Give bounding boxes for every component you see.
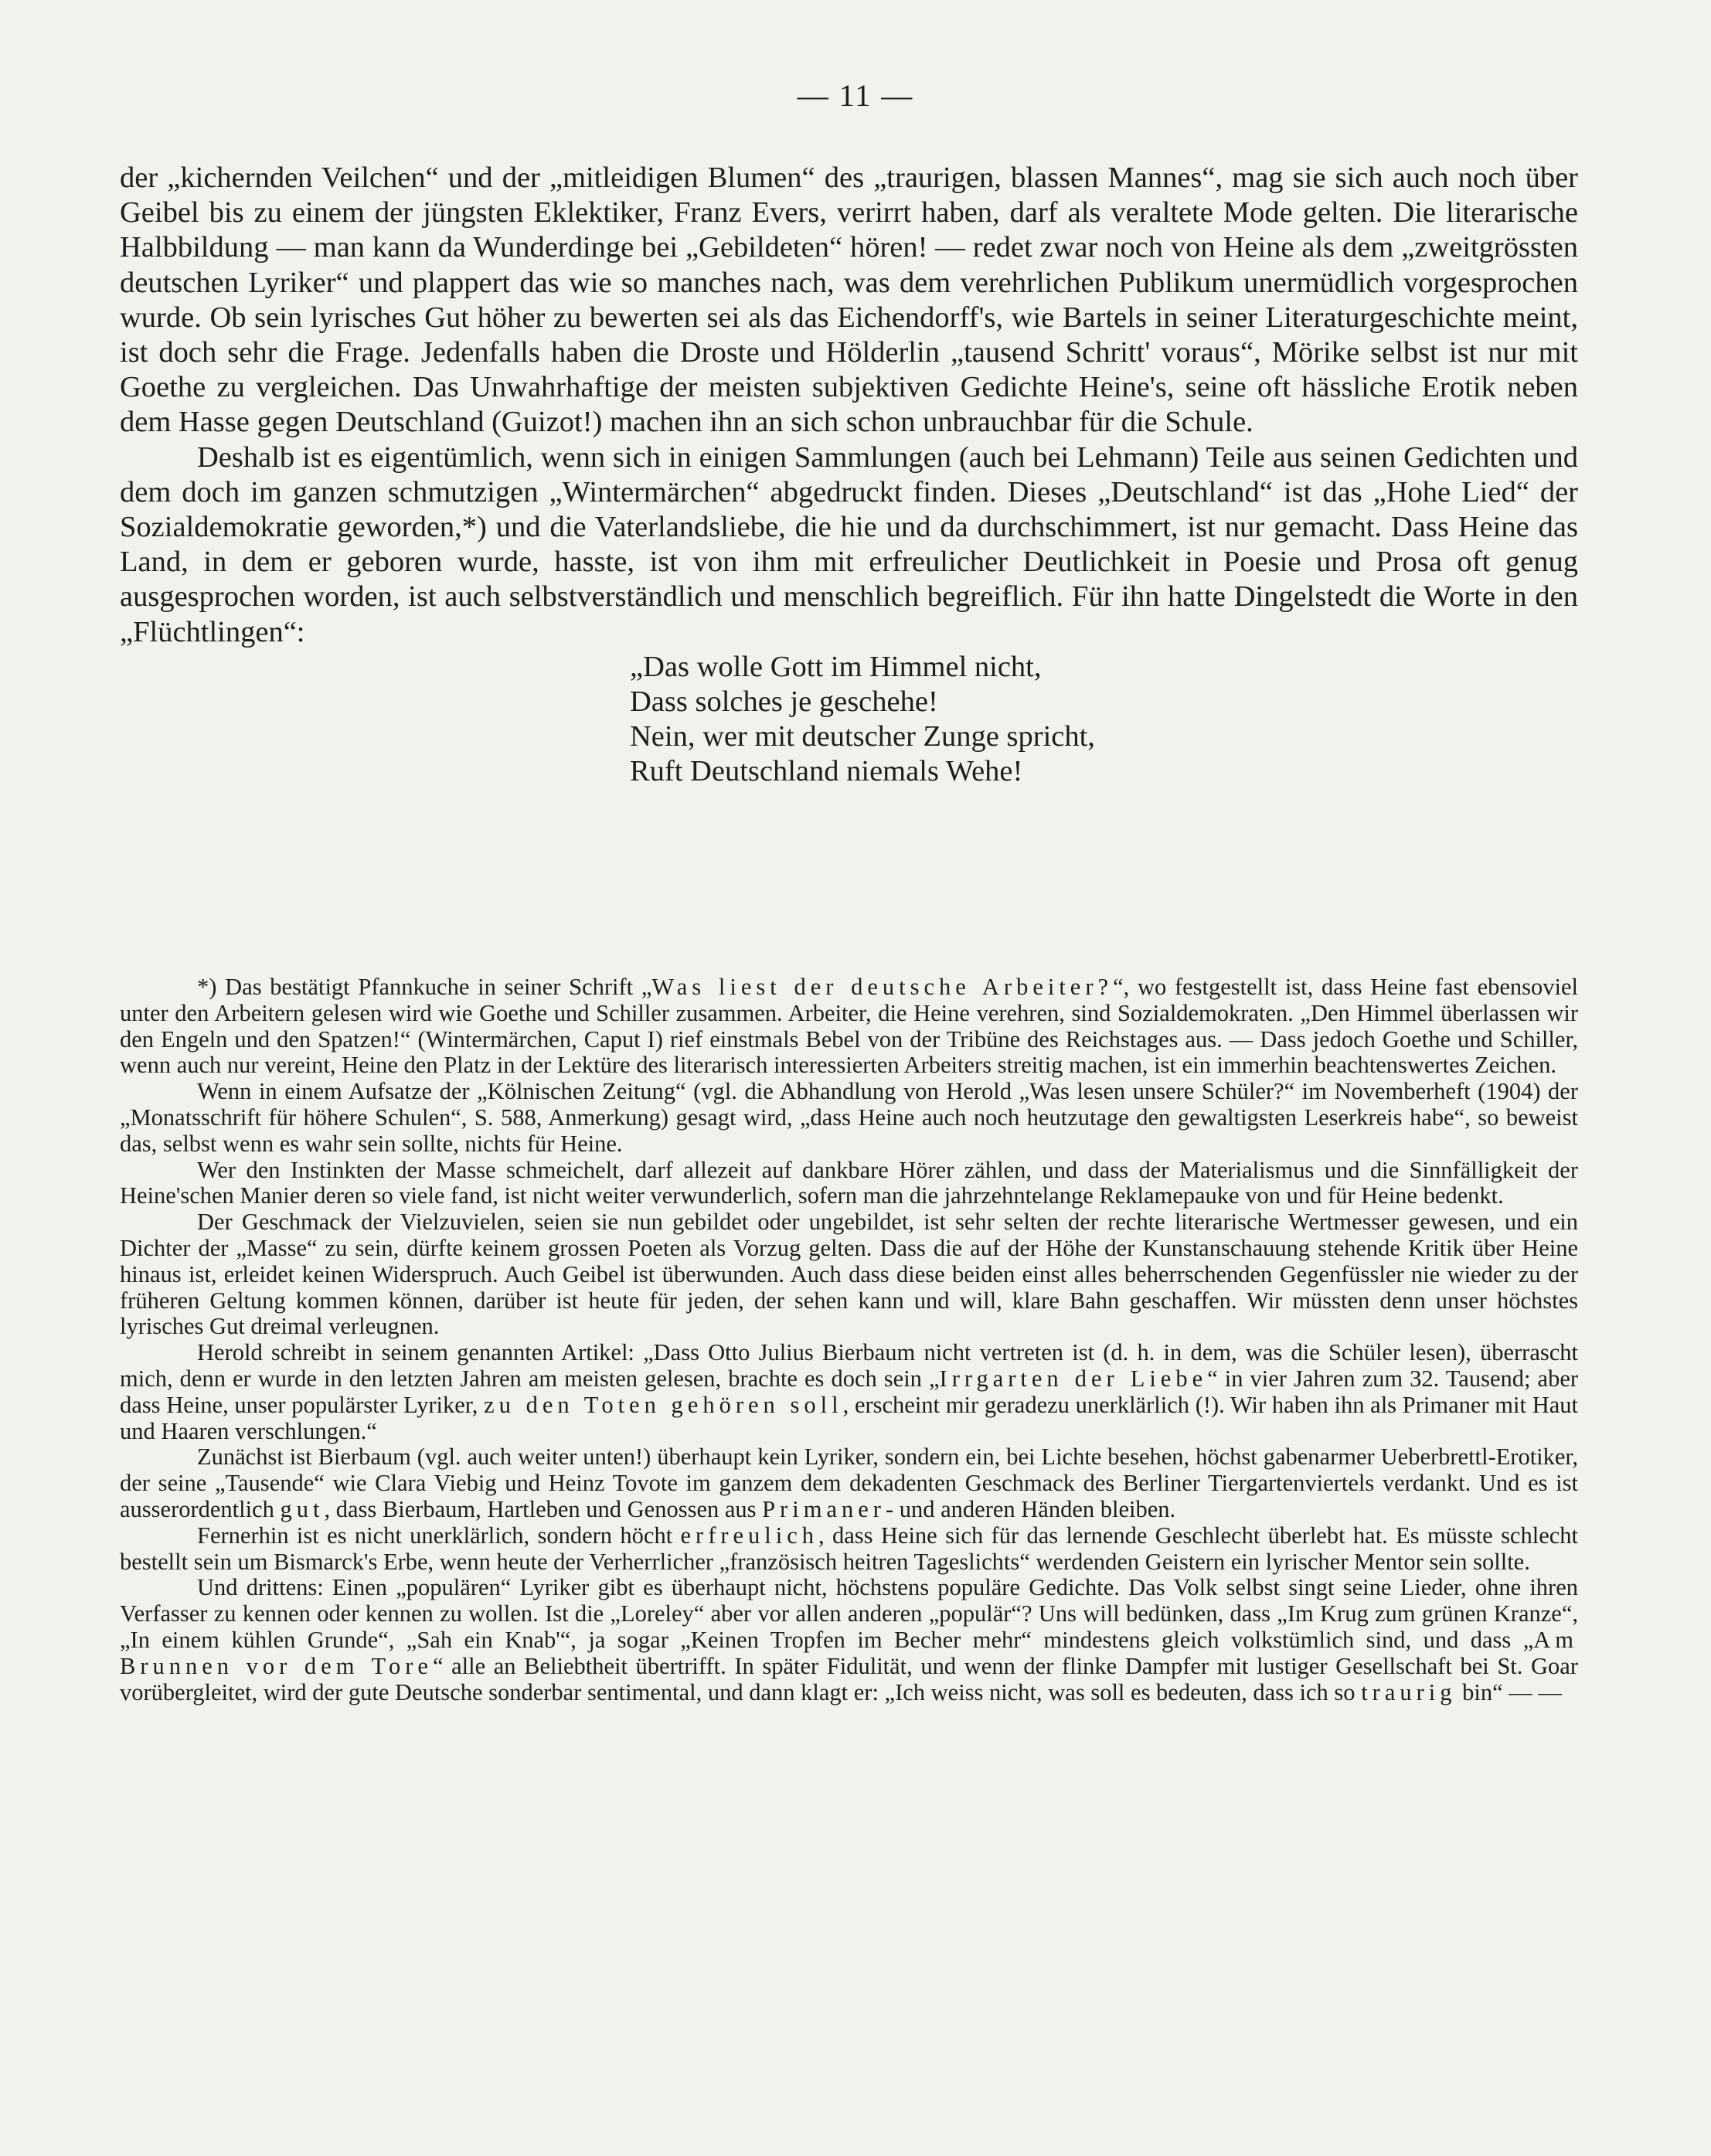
paragraph: Deshalb ist es eigentümlich, wenn sich in einigen Sammlungen (auch bei Lehmann) Teile aus seinen Gedichten und dem doch im ganzen schmutzigen „Wintermärchen“ abgedruckt finden. Dieses „Deutschland“ ist das „Hohe Lied“ der Sozialdemokratie geworden,*) und die Vaterlandsliebe, die hie und da durchschimmert, ist nur gemacht. Dass Heine das Land, in dem er geboren wurde, hasste, ist von ihm mit erfreulicher Deutlichkeit in Poesie und Prosa oft genug ausgesprochen worden, ist auch selbstverständlich und menschlich begreiflich. Für ihn hatte Dingelstedt die Worte in den „Flüchtlingen“: — [120, 440, 1578, 648]
footnote-paragraph: Wer den Instinkten der Masse schmeichelt, darf allezeit auf dankbare Hörer zählen, und dass der Materialismus und die Sinnfälligkeit der Heine'schen Manier deren so viele fand, ist nicht weiter verwunderlich, sofern man die jahrzehntelange Reklamepauke von und für Heine bedenkt. — [120, 1156, 1578, 1209]
emphasized-title: Was liest der deutsche Arbeiter? — [651, 974, 1114, 1000]
emphasized-title: Am Brunnen vor dem Tore — [120, 1626, 1578, 1679]
footnote-text: , dass Heine sich für das lernende Geschlecht überlebt hat. Es müsste schlecht bestellt sein um Bismarck's Erbe, wenn heute der Verherrlicher „französisch heitren Tageslichts“ werdenden Geistern ein lyrischer Mentor sein sollte. — [120, 1522, 1578, 1575]
footnote-text: “, wo festgestellt ist, dass Heine fast ebensoviel unter den Arbeitern gelesen wird wie Goethe und Schiller zusammen. Arbeiter, die Heine verehren, sind Sozialdemokraten. „Den Himmel überlassen wir den Engeln und den Spatzen!“ (Wintermärchen, Caput I) rief einstmals Bebel von der Tribüne des Reichstages aus. — Dass jedoch Goethe und Schiller, wenn auch nur vereint, Heine den Platz in der Lektüre des literarisch interessierten Arbeiters streitig machen, ist ein immerhin beachtenswertes Zeichen. — [120, 974, 1579, 1079]
footnote-paragraph: Der Geschmack der Vielzuvielen, seien sie nun gebildet oder ungebildet, ist sehr selten der rechte literarische Wertmesser gewesen, und ein Dichter der „Masse“ zu sein, dürfte keinem grossen Poeten als Vorzug gelten. Dass die auf der Höhe der Kunstanschauung stehende Kritik über Heine hinaus ist, erleidet keinen Widerspruch. Auch Geibel ist überwunden. Auch dass diese beiden einst alles beherrschenden Gegenfüssler nie wieder zu der früheren Geltung kommen können, darüber ist heute für jeden, der sehen kann und will, klare Bahn geschaffen. Wir müssten denn unser höchstes lyrisches Gut dreimal verleugnen. — [120, 1209, 1578, 1340]
verse-quote — [630, 650, 1578, 790]
footnote-paragraph — [120, 1340, 1578, 1444]
emphasized-text: traurig — [1361, 1678, 1457, 1705]
verse-line: Ruft Deutschland niemals Wehe! — [630, 755, 1023, 788]
emphasized-title: Irrgarten der Liebe — [939, 1365, 1208, 1392]
footnote-text: Herold schreibt in seinem genannten Artikel: „Dass Otto Julius Bierbaum nicht vertreten ist (d. h. in dem, was die Schüler lesen), überrascht mich, denn er wurde in den letzten Jahren am meisten gelesen, brachte es doch sein „ — [120, 1339, 1578, 1392]
footnotes — [120, 974, 1578, 1705]
footnote-text: *) Das bestätigt Pfannkuche in seiner Schrift „ — [197, 974, 652, 1000]
emphasized-text: zu den Toten gehören soll — [484, 1391, 843, 1418]
footnote-text: bin“ — — — [1456, 1678, 1562, 1705]
footnote-paragraph — [120, 1444, 1578, 1522]
footnote-text: , dass Bierbaum, Hartleben und Genossen aus — [324, 1495, 763, 1522]
page-number: — 11 — — [797, 78, 914, 113]
footnote-paragraph: Wenn in einem Aufsatze der „Kölnischen Zeitung“ (vgl. die Abhandlung von Herold „Was lesen unsere Schüler?“ im Novemberheft (1904) der „Monatsschrift für höhere Schulen“, S. 588, Anmerkung) gesagt wird, „dass Heine auch noch heutzutage den gewaltigsten Leserkreis habe“, so beweist das, selbst wenn es wahr sein sollte, nichts für Heine. — [120, 1078, 1578, 1157]
paragraph: der „kichernden Veilchen“ und der „mitleidigen Blumen“ des „traurigen, blassen Mannes“, mag sie sich auch noch über Geibel bis zu einem der jüngsten Eklektiker, Franz Evers, verirrt haben, darf als veraltete Mode gelten. Die literarische Halbbildung — man kann da Wunderdinge bei „Gebildeten“ hören! — redet zwar noch von Heine als dem „zweitgrössten deutschen Lyriker“ und plappert das wie so manches nach, was dem verehrlichen Publikum unermüdlich vorgesprochen wurde. Ob sein lyrisches Gut höher zu bewerten sei als das Eichendorff's, wie Bartels in seiner Literaturgeschichte meint, ist doch sehr die Frage. Jedenfalls haben die Droste und Hölderlin „tausend Schritt' voraus“, Mörike selbst ist nur mit Goethe zu vergleichen. Das Unwahrhaftige der meisten subjektiven Gedichte Heine's, seine oft hässliche Erotik neben dem Hasse gegen Deutschland (Guizot!) machen ihn an sich schon unbrauchbar für die Schule. — [120, 162, 1578, 439]
footnote-text: Und drittens: Einen „populären“ Lyriker gibt es überhaupt nicht, höchstens populäre Gedichte. Das Volk selbst singt seine Lieder, ohne ihren Verfasser zu kennen oder kennen zu wollen. Ist die „Loreley“ aber vor allen anderen „populär“? Uns will bedünken, dass „Im Krug zum grünen Kranze“, „In einem kühlen Grunde“, „Sah ein Knab'“, ja sogar „Keinen Tropfen im Becher mehr“ mindestens gleich volkstümlich sind, und dass „ — [120, 1574, 1578, 1653]
footnote-text: “ alle an Beliebtheit übertrifft. In später Fidulität, und wenn der flinke Dampfer mit lustiger Gesellschaft bei St. Goar vorübergleitet, wird der gute Deutsche sonderbar sentimental, und dann klagt er: „Ich weiss nicht, was soll es bedeuten, dass ich so — [120, 1652, 1578, 1705]
footnote-text: Fernerhin ist es nicht unerklärlich, sondern höcht — [197, 1522, 681, 1549]
verse-line: Nein, wer mit deutscher Zunge spricht, — [630, 720, 1095, 753]
footnote-paragraph — [120, 1523, 1578, 1576]
footnote-text: Zunächst ist Bierbaum (vgl. auch weiter unten!) überhaupt kein Lyriker, sondern ein, bei Lichte besehen, höchst gabenarmer Ueberbrettl-Erotiker, der seine „Tausende“ wie Clara Viebig und Heinz Tovote im ganzem dem dekadenten Geschmack des Berliner Tiergartenviertels verdankt. Und es ist ausserordentlich — [120, 1444, 1578, 1522]
footnote-paragraph — [120, 974, 1578, 1079]
footnote-text: “ in vier Jahren zum 32. Tausend; aber dass Heine, unser populärster Lyriker, — [120, 1365, 1579, 1418]
main-text — [120, 161, 1578, 790]
footnote-text: , erscheint mir geradezu unerklärlich (!). Wir haben ihn als Primaner mit Haut und Haaren verschlungen.“ — [120, 1391, 1578, 1444]
verse-line: Dass solches je geschehe! — [630, 685, 938, 719]
emphasized-text: gut — [280, 1495, 325, 1522]
emphasized-text: Primaner — [762, 1495, 886, 1522]
verse-line: „Das wolle Gott im Himmel nicht, — [630, 650, 1042, 683]
footnote-text: - und anderen Händen bleiben. — [885, 1495, 1176, 1522]
footnote-paragraph — [120, 1575, 1578, 1705]
emphasized-text: erfreulich — [680, 1522, 819, 1549]
